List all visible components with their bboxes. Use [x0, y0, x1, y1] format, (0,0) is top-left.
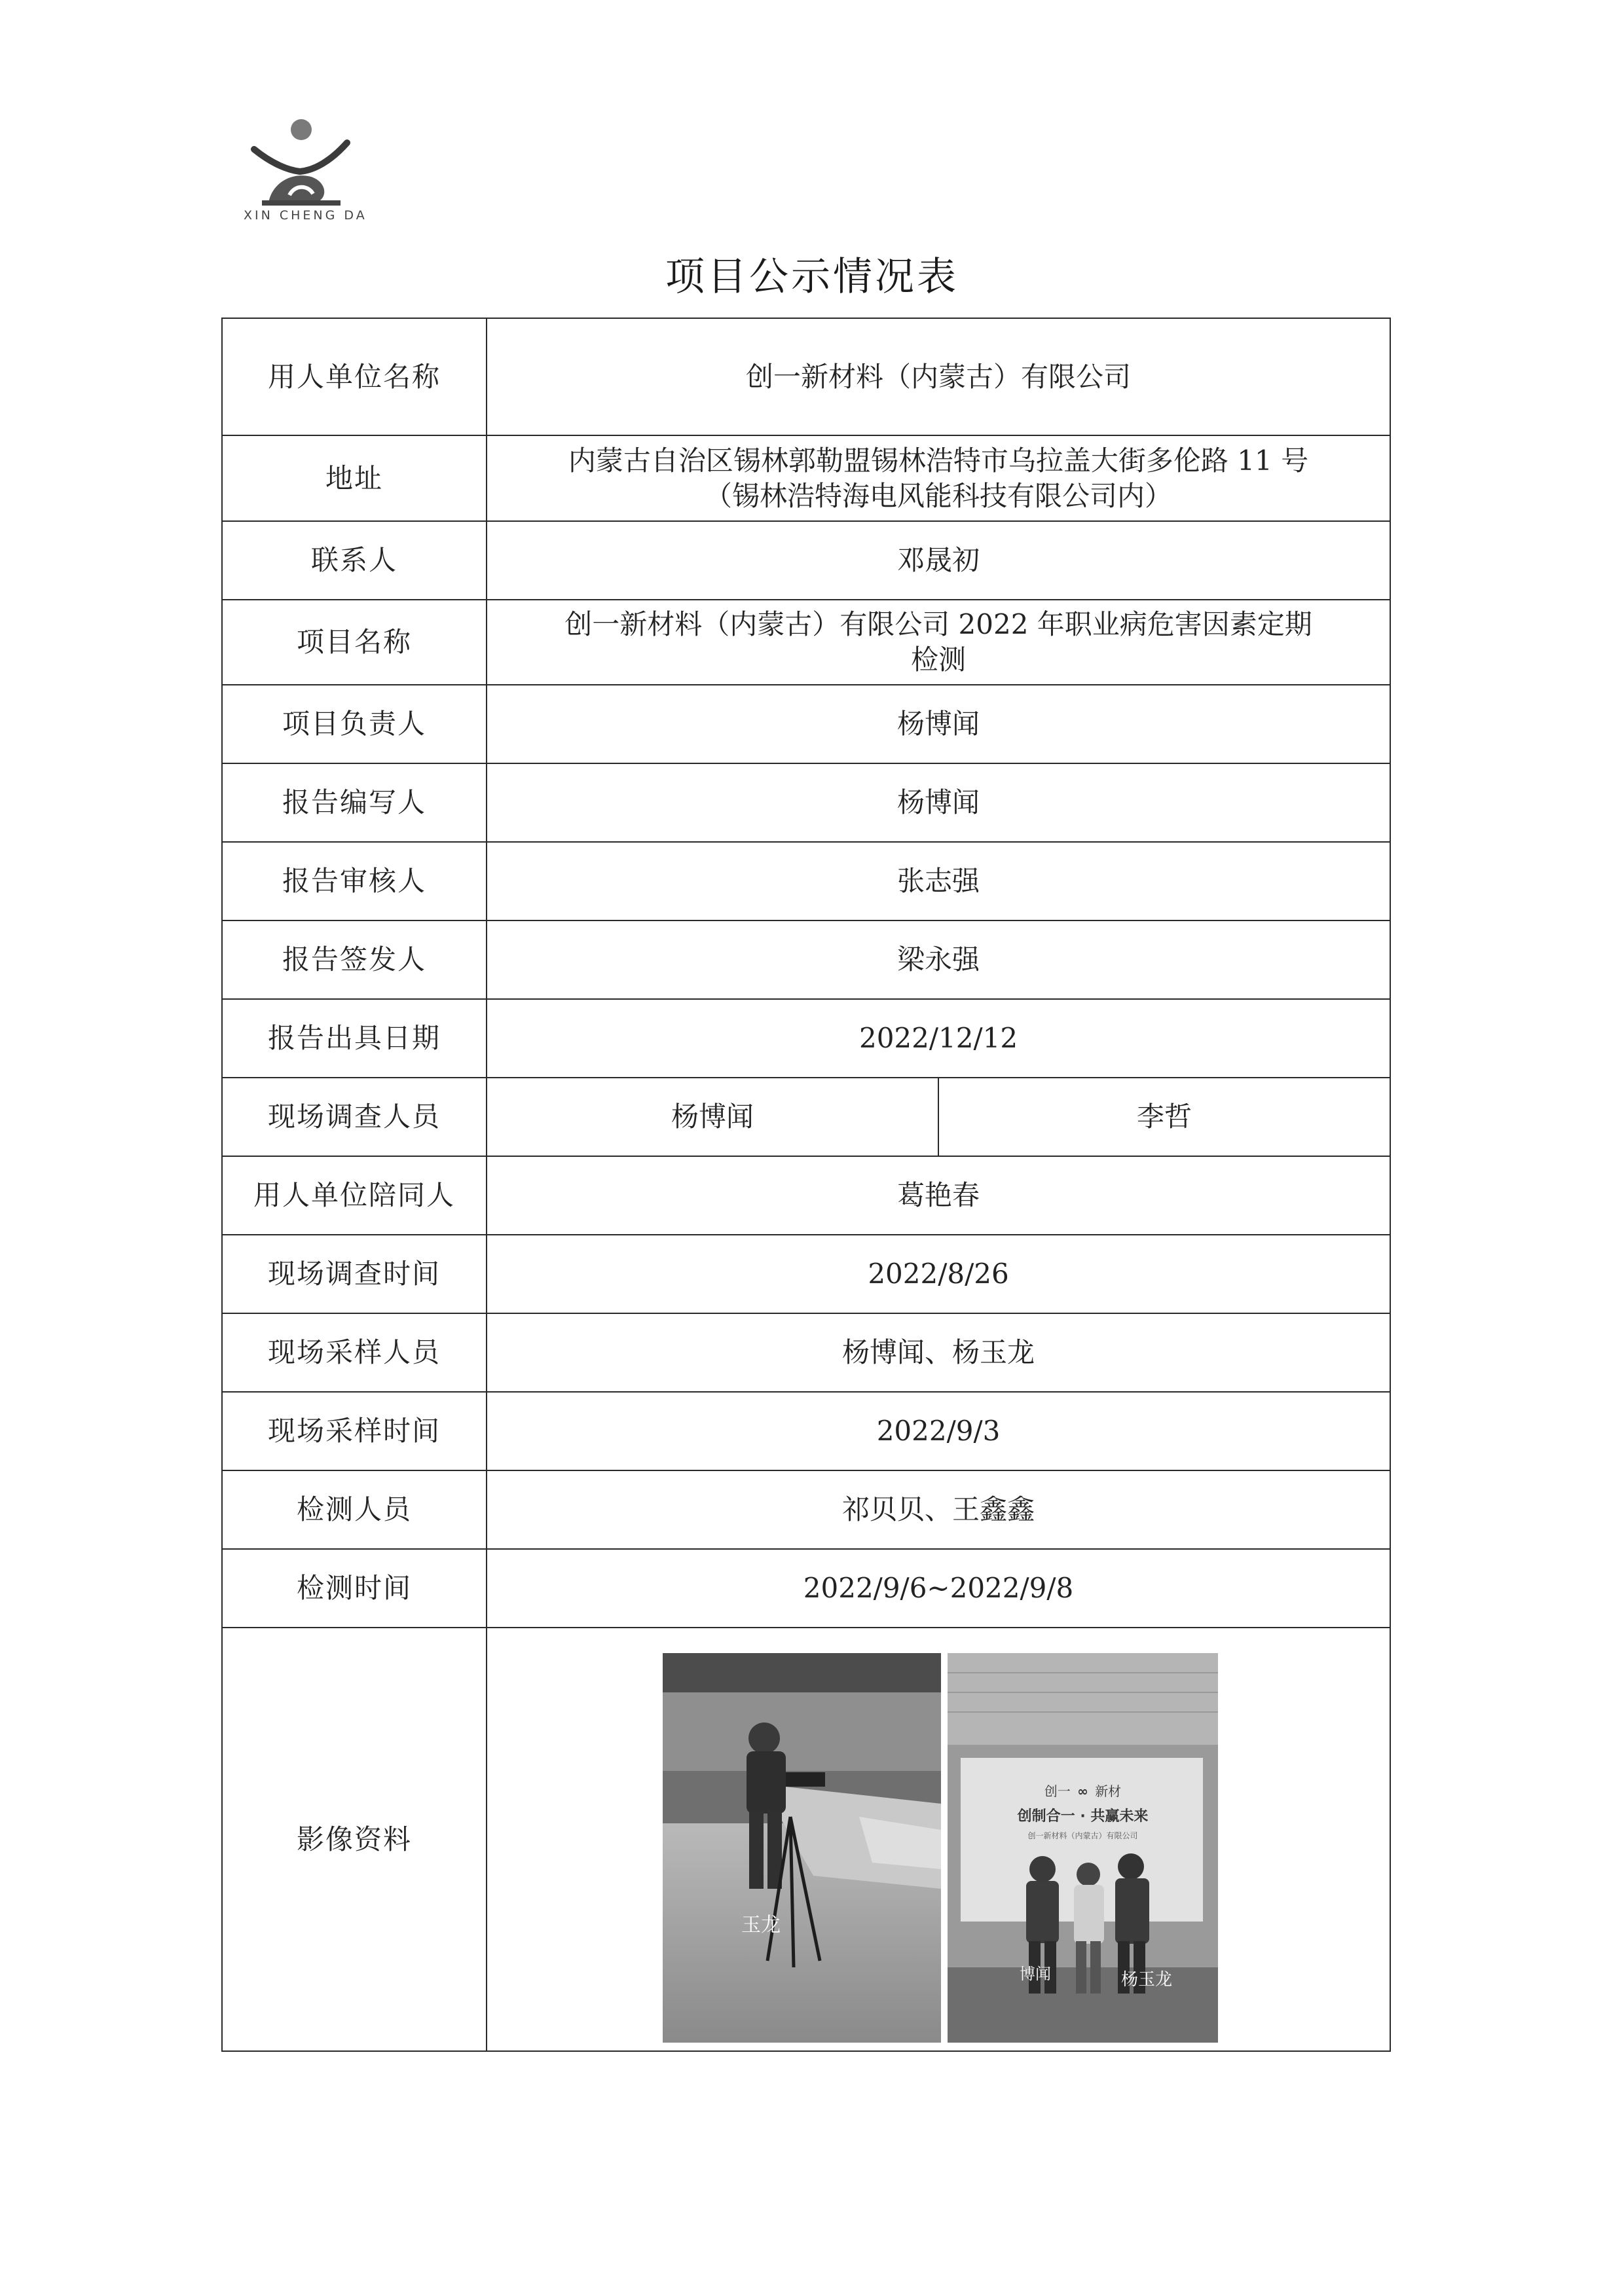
- report-date-label: 报告出具日期: [222, 999, 487, 1078]
- report-issuer-value: 梁永强: [487, 920, 1390, 999]
- images-label: 影像资料: [222, 1628, 487, 2051]
- project-name-line-1: 创一新材料（内蒙古）有限公司 2022 年职业病危害因素定期: [564, 608, 1312, 641]
- table-row: [222, 999, 1390, 1078]
- sampling-time-label: 现场采样时间: [222, 1392, 487, 1470]
- table-row: [222, 920, 1390, 999]
- contact-value: 邓晟初: [487, 521, 1390, 600]
- escort-value: 葛艳春: [487, 1156, 1390, 1235]
- banner-brand: 创一: [1044, 1783, 1071, 1799]
- project-lead-label: 项目负责人: [222, 685, 487, 763]
- table-row: [222, 1313, 1390, 1392]
- table-row: [222, 685, 1390, 763]
- sampling-staff-label: 现场采样人员: [222, 1313, 487, 1392]
- table-row: [222, 1470, 1390, 1549]
- survey-staff-value-b: 李哲: [938, 1078, 1390, 1156]
- table-row: [222, 435, 1390, 521]
- survey-staff-value-a: 杨博闻: [487, 1078, 938, 1156]
- site-photo-right: [948, 1653, 1218, 2043]
- report-reviewer-label: 报告审核人: [222, 842, 487, 920]
- table-row: [222, 1549, 1390, 1628]
- survey-time-value: 2022/8/26: [487, 1235, 1390, 1313]
- testing-staff-label: 检测人员: [222, 1470, 487, 1549]
- table-row: [222, 521, 1390, 600]
- banner-brand-suffix: 新材: [1095, 1783, 1122, 1799]
- site-photo-left-image: [663, 1653, 941, 2043]
- table-row: [222, 1156, 1390, 1235]
- banner-brand-line: [948, 1781, 1218, 1800]
- survey-staff-label: 现场调查人员: [222, 1078, 487, 1156]
- address-line-1: 内蒙古自治区锡林郭勒盟锡林浩特市乌拉盖大街多伦路 11 号: [568, 444, 1309, 477]
- table-row: [222, 318, 1390, 435]
- report-issuer-label: 报告签发人: [222, 920, 487, 999]
- project-name-label: 项目名称: [222, 600, 487, 685]
- banner-slogan: 创制合一 · 共赢未来: [1017, 1808, 1149, 1825]
- table-row: [222, 600, 1390, 685]
- testing-time-value: 2022/9/6~2022/9/8: [487, 1549, 1390, 1628]
- report-reviewer-value: 张志强: [487, 842, 1390, 920]
- escort-label: 用人单位陪同人: [222, 1156, 487, 1235]
- sampling-time-value: 2022/9/3: [487, 1392, 1390, 1470]
- report-writer-value: 杨博闻: [487, 763, 1390, 842]
- right-photo-caption-right: 杨玉龙: [1121, 1970, 1173, 1990]
- table-row: [222, 763, 1390, 842]
- page-title: 项目公示情况表: [665, 254, 959, 300]
- table-row: [222, 842, 1390, 920]
- banner-small-text: 创一新材料（内蒙古）有限公司: [1027, 1831, 1138, 1840]
- project-lead-value: 杨博闻: [487, 685, 1390, 763]
- address-value: [487, 435, 1390, 521]
- employer-label: 用人单位名称: [222, 318, 487, 435]
- report-date-value: 2022/12/12: [487, 999, 1390, 1078]
- contact-label: 联系人: [222, 521, 487, 600]
- employer-value: 创一新材料（内蒙古）有限公司: [487, 318, 1390, 435]
- infinity-logo-icon: ∞: [1077, 1783, 1088, 1799]
- report-writer-label: 报告编写人: [222, 763, 487, 842]
- logo-text: XIN CHENG DA: [244, 208, 367, 223]
- site-photo-left: [663, 1653, 941, 2043]
- survey-time-label: 现场调查时间: [222, 1235, 487, 1313]
- left-photo-caption: 玉龙: [741, 1914, 781, 1937]
- site-photo-right-image: [948, 1653, 1218, 2043]
- testing-staff-value: 祁贝贝、王鑫鑫: [487, 1470, 1390, 1549]
- testing-time-label: 检测时间: [222, 1549, 487, 1628]
- address-line-2: （锡林浩特海电风能科技有限公司内）: [705, 479, 1173, 512]
- project-name-value: [487, 600, 1390, 685]
- table-row: [222, 1235, 1390, 1313]
- table-row: [222, 1392, 1390, 1470]
- right-photo-caption-left: 博闻: [1020, 1965, 1051, 1983]
- sampling-staff-value: 杨博闻、杨玉龙: [487, 1313, 1390, 1392]
- address-label: 地址: [222, 435, 487, 521]
- table-row: [222, 1078, 1390, 1156]
- project-name-line-2: 检测: [911, 644, 967, 676]
